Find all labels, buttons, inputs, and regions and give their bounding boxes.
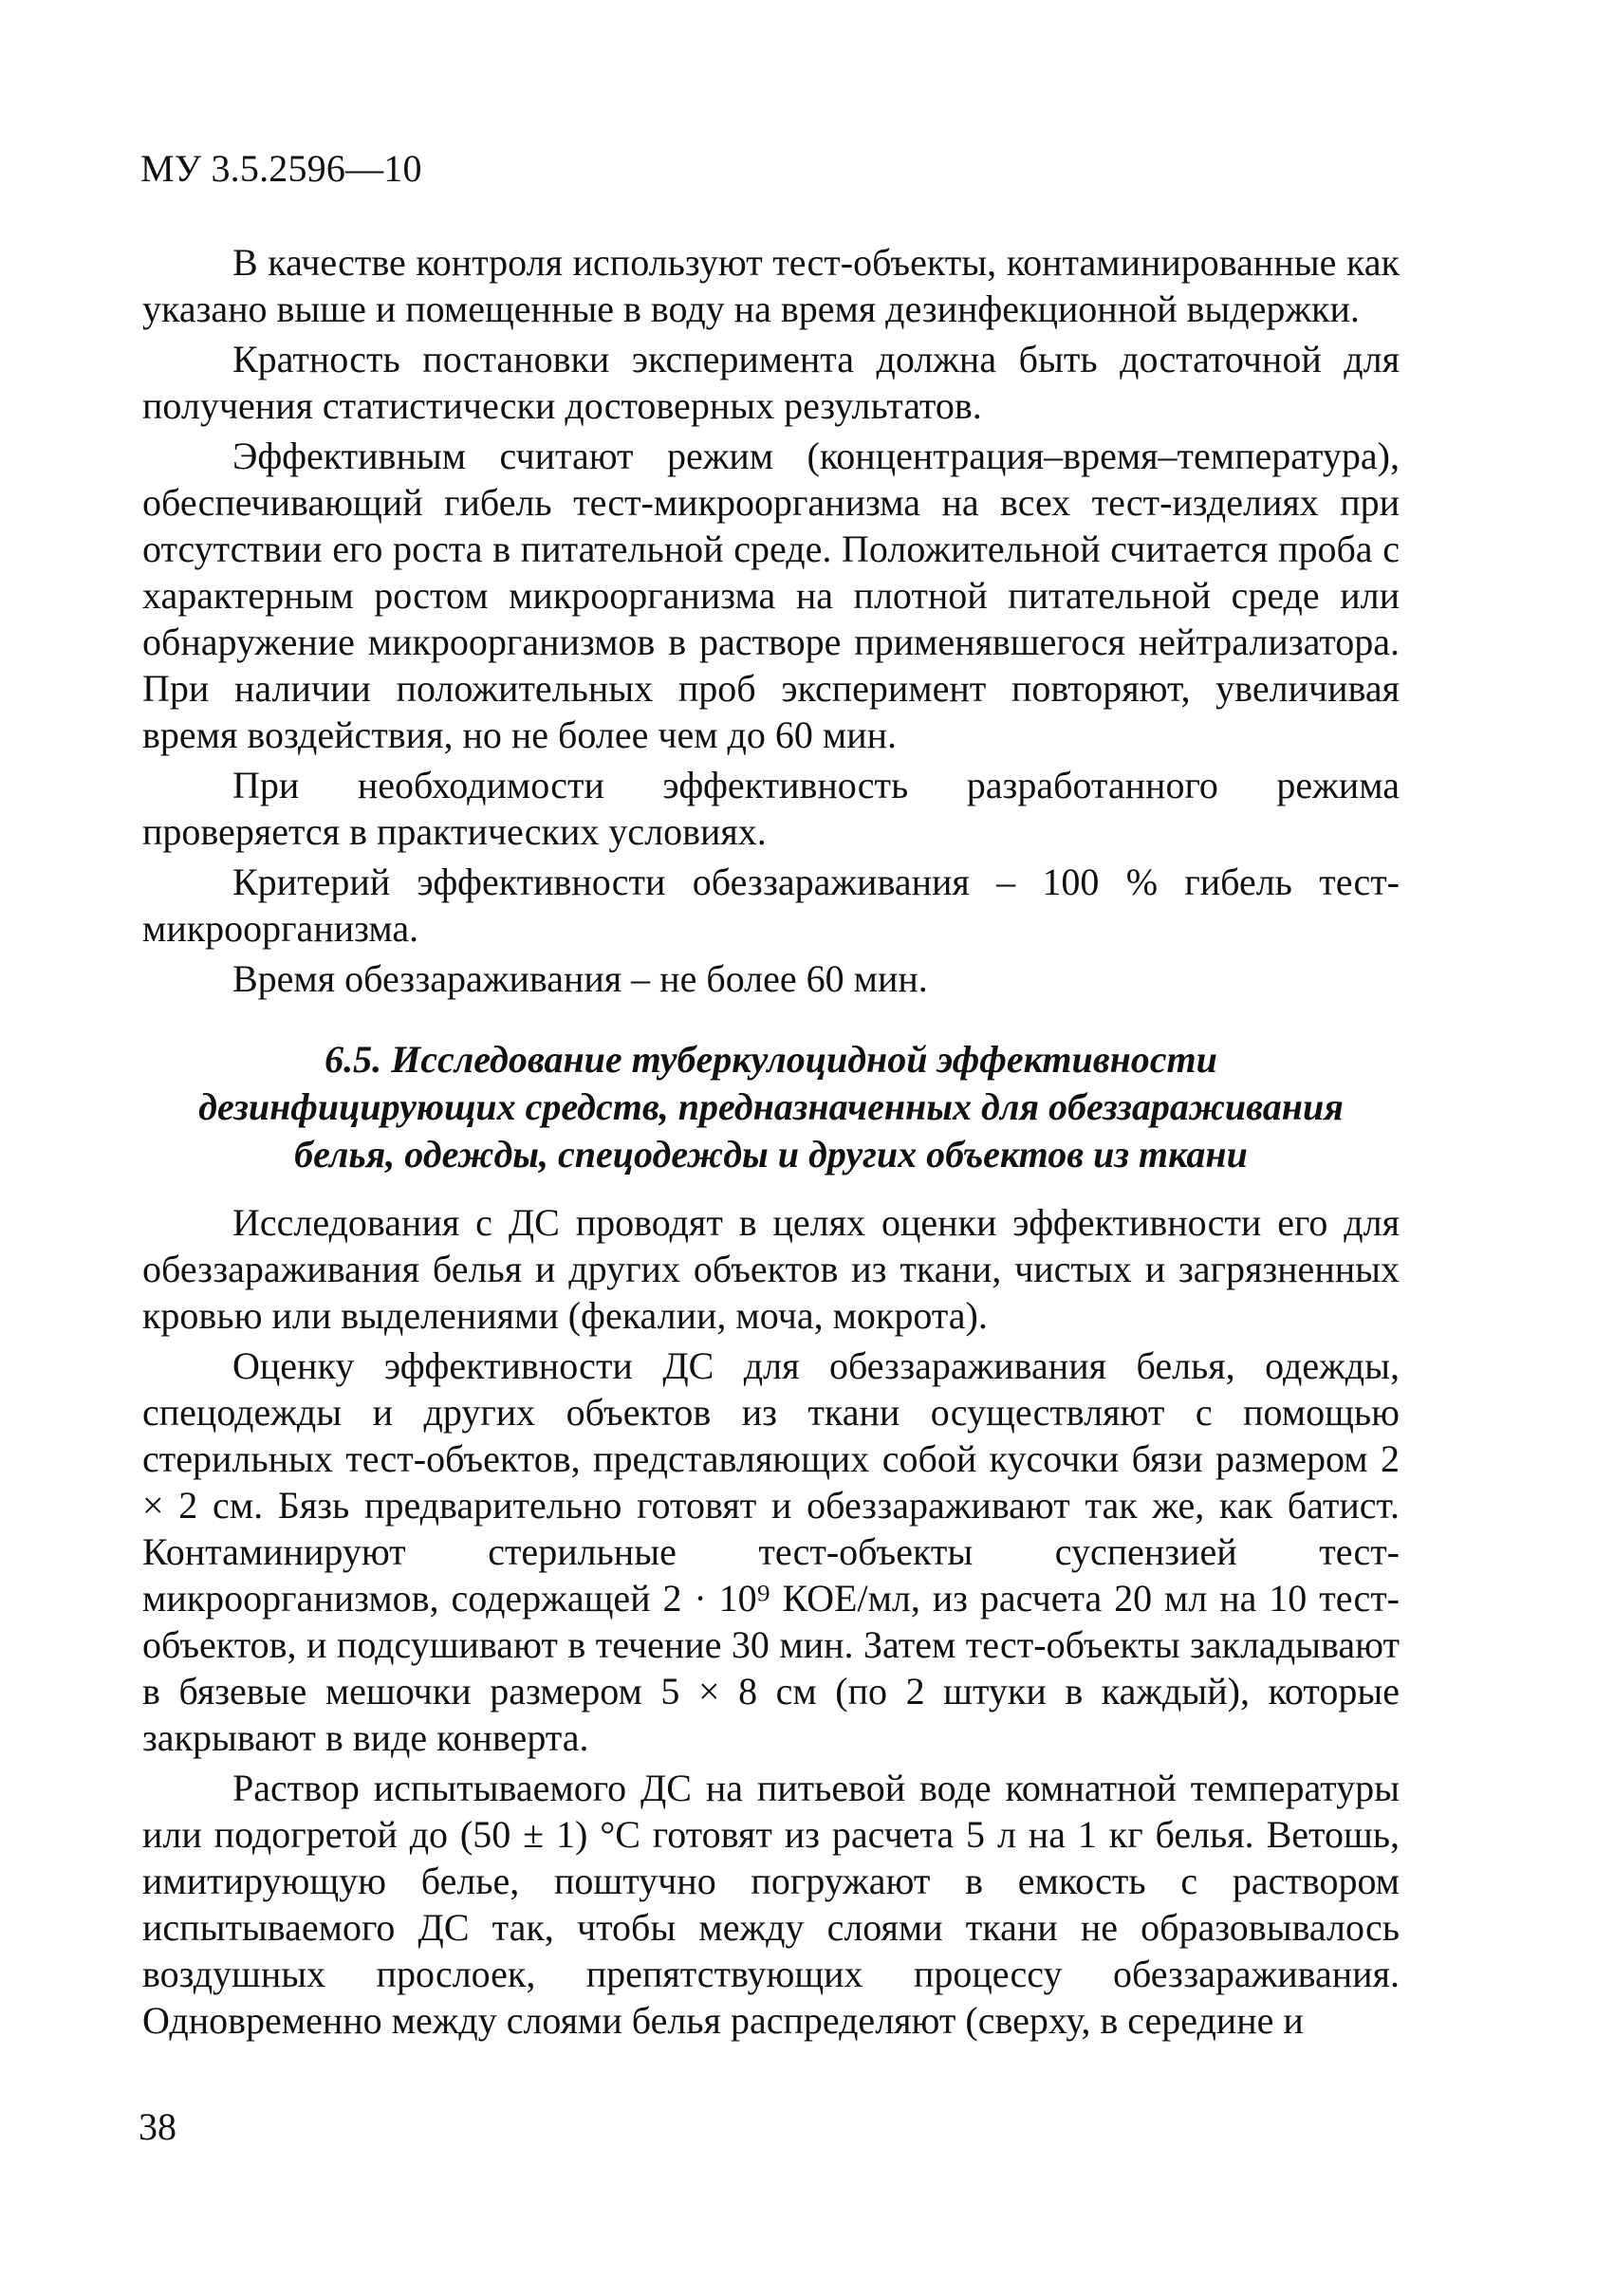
section-heading-line: дезинфицирующих средств, предназначенных для обеззараживания (198, 1085, 1344, 1128)
paragraph: Раствор испытываемого ДС на питьевой воде комнатной температуры или подогретой до (50 ± 1) °С готовят из расчета 5 л на 1 кг белья. Ветошь, имитирующую белье, поштучно погружают в емкость с раствором испытываемого ДС так, чтобы между слоями ткани не образовывалось воздушных прослоек, препятствующих процессу обеззараживания. Одновременно между слоями белья распределяют (сверху, в середине и (142, 1767, 1400, 2042)
page-number: 38 (139, 2105, 176, 2148)
paragraph: Оценку эффективности ДС для обеззараживания белья, одежды, спецодежды и других объектов из ткани осуществляют с помощью стерильных тест-объектов, представляющих собой кусочки бязи размером 2 × 2 см. Бязь предварительно готовят и обеззараживают так же, как батист. Контаминируют стерильные тест-объекты суспензией тест-микроорганизмов, содержащей 2 · 10⁹ КОЕ/мл, из расчета 20 мл на 10 тест-объектов, и подсушивают в течение 30 мин. Затем тест-объекты закладывают в бязевые мешочки размером 5 × 8 см (по 2 штуки в каждый), которые закрывают в виде конверта. (142, 1344, 1400, 1759)
page-body (142, 239, 1400, 2047)
paragraph: Время обеззараживания – не более 60 мин. (232, 957, 928, 1000)
section-heading (142, 1036, 1400, 1178)
section-heading-line: белья, одежды, спецодежды и других объектов из ткани (294, 1133, 1248, 1176)
paragraph: Эффективным считают режим (концентрация–время–температура), обеспечивающий гибель тест-микроорганизма на всех тест-изделиях при отсутствии его роста в питательной среде. Положительной считается проба с характерным ростом микроорганизма на плотной питательной среде или обнаружение микроорганизмов в растворе применявшегося нейтрализатора. При наличии положительных проб эксперимент повторяют, увеличивая время воздействия, но не более чем до 60 мин. (142, 435, 1400, 756)
section-heading-line: 6.5. Исследование туберкулоцидной эффективности (325, 1038, 1217, 1081)
paragraph: Кратность постановки эксперимента должна быть достаточной для получения статистически достоверных результатов. (142, 338, 1400, 427)
paragraph: В качестве контроля используют тест-объекты, контаминированные как указано выше и помещенные в воду на время дезинфекционной выдержки. (142, 241, 1400, 330)
document-code-header: МУ 3.5.2596—10 (140, 147, 422, 190)
paragraph: Критерий эффективности обеззараживания – 100 % гибель тест-микроорганизма. (142, 861, 1400, 950)
paragraph: При необходимости эффективность разработанного режима проверяется в практических условиях. (142, 764, 1400, 853)
paragraph: Исследования с ДС проводят в целях оценки эффективности его для обеззараживания белья и других объектов из ткани, чистых и загрязненных кровью или выделениями (фекалии, моча, мокрота). (142, 1201, 1400, 1337)
